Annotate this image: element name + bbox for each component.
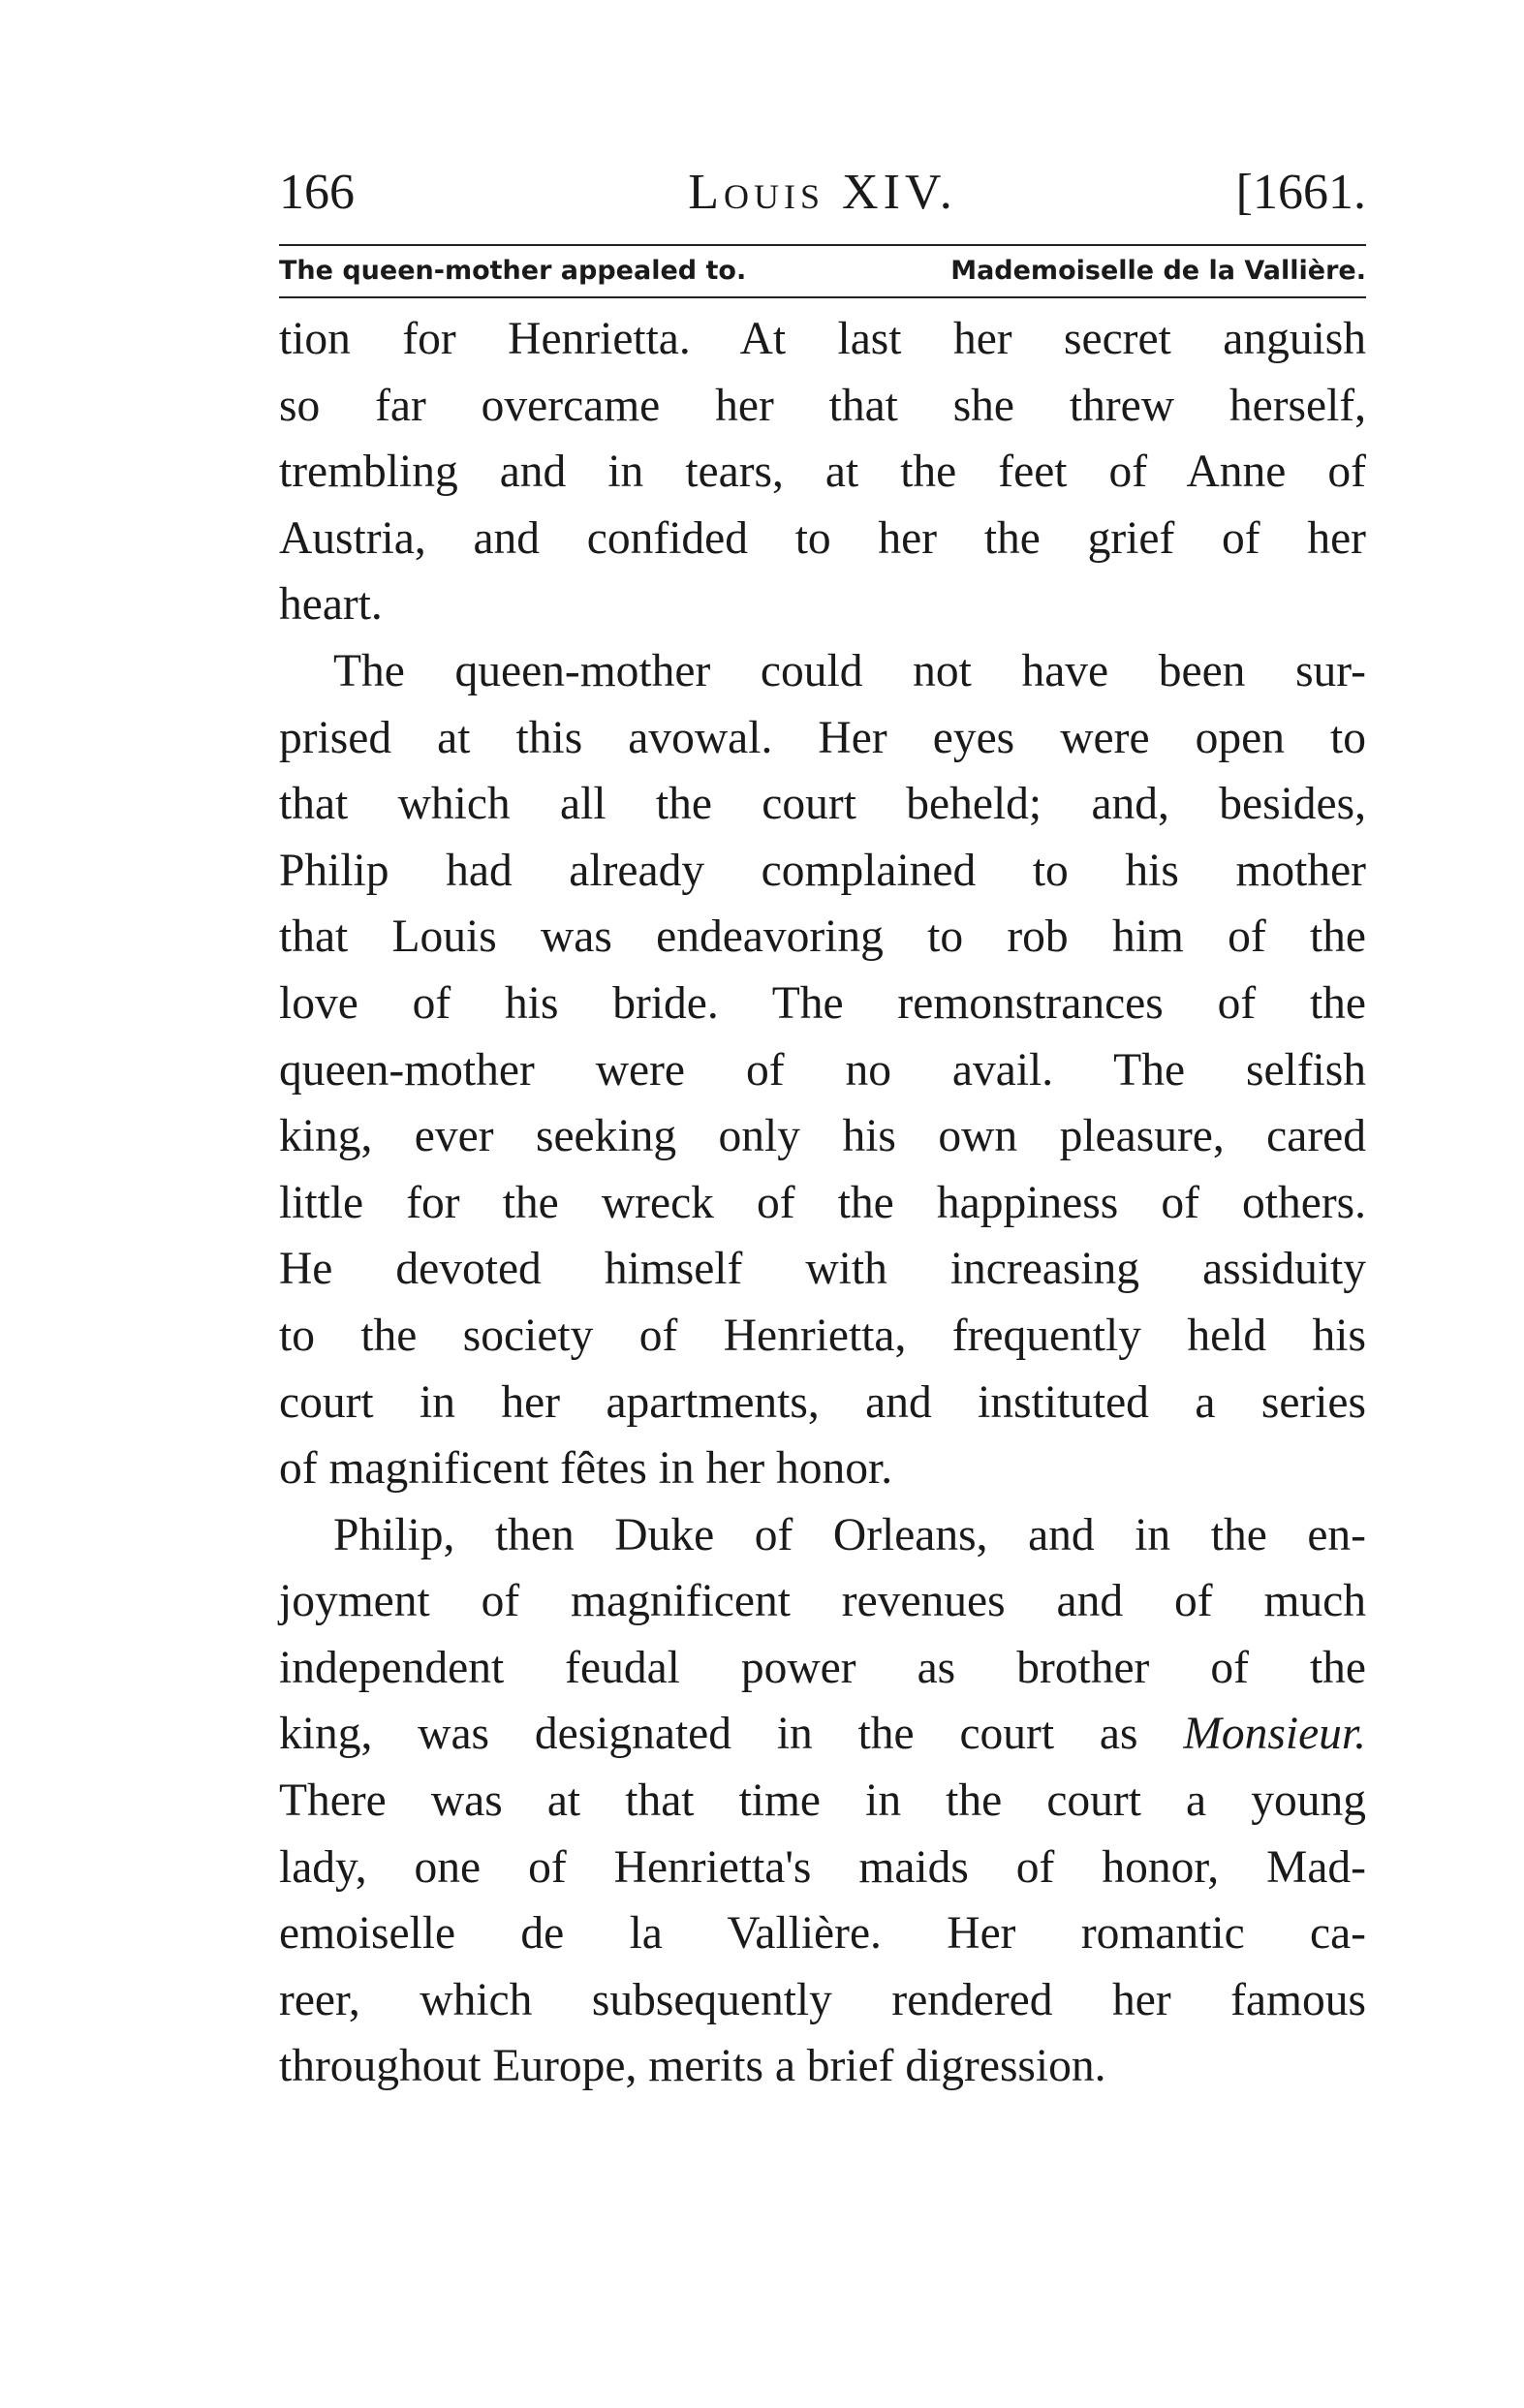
text-line: queen-mother were of no avail. The selfish [279, 1044, 1366, 1096]
italic-word: Monsieur. [1183, 1709, 1366, 1760]
text-line: king, ever seeking only his own pleasure, cared [279, 1111, 1366, 1162]
text-line: court in her apartments, and instituted a series [279, 1376, 1366, 1428]
side-notes [279, 252, 1366, 291]
text-line: lady, one of Henrietta's maids of honor, Mad- [279, 1841, 1366, 1893]
text-line: that Louis was endeavoring to rob him of the [279, 911, 1366, 963]
header-rule [279, 244, 1366, 246]
text-line: so far overcame her that she threw herself, [279, 380, 1366, 431]
text-line: trembling and in tears, at the feet of Anne of [279, 447, 1366, 498]
text-line: prised at this avowal. Her eyes were open to [279, 712, 1366, 763]
text-line: joyment of magnificent revenues and of much [279, 1576, 1366, 1627]
text-line: He devoted himself with increasing assiduity [279, 1244, 1366, 1295]
running-title: Louis XIV. [688, 165, 957, 220]
text-line: love of his bride. The remonstrances of the [279, 977, 1366, 1029]
side-note-left: The queen-mother appealed to. [279, 256, 747, 286]
text-line: reer, which subsequently rendered her famous [279, 1974, 1366, 2025]
side-note-right: Mademoiselle de la Vallière. [950, 256, 1366, 286]
text-line: Philip had already complained to his mother [279, 845, 1366, 896]
text-line: Philip, then Duke of Orleans, and in the en- [333, 1509, 1366, 1560]
text-line: independent feudal power as brother of the [279, 1642, 1366, 1693]
text-line: of magnificent fêtes in her honor. [279, 1443, 893, 1495]
page-number: 166 [279, 165, 355, 220]
text-line: that which all the court beheld; and, besides, [279, 779, 1366, 830]
running-head [279, 155, 1366, 231]
text-line: The queen-mother could not have been sur- [333, 645, 1366, 696]
book-page [279, 155, 1366, 2100]
text-line: throughout Europe, merits a brief digression. [279, 2041, 1106, 2092]
running-year: [1661. [1235, 165, 1366, 220]
text-line: tion for Henrietta. At last her secret anguish [279, 314, 1366, 364]
text-line: little for the wreck of the happiness of others. [279, 1177, 1366, 1228]
body-text [279, 306, 1366, 2100]
text-line: heart. [279, 579, 383, 631]
side-note-rule [279, 296, 1366, 298]
text-line: to the society of Henrietta, frequently held his [279, 1310, 1366, 1361]
text-line: emoiselle de la Vallière. Her romantic ca- [279, 1908, 1366, 1960]
text-line: Austria, and confided to her the grief of her [279, 512, 1366, 564]
text-line: king, was designated in the court as Monsieur. [279, 1709, 1366, 1760]
text-line: There was at that time in the court a young [279, 1775, 1366, 1827]
